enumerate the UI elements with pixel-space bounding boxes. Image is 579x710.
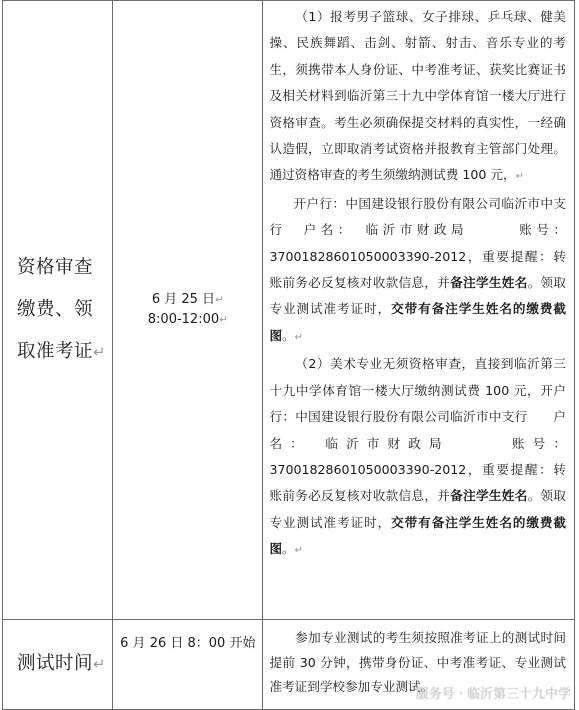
table-row — [3, 1, 575, 620]
stage-date: 6 月 25 日↵ — [151, 292, 224, 307]
bold-note: 交带有备注学生姓名的缴费截图 — [269, 514, 567, 557]
watermark: 服务号 · 临沂第三十九中学 — [415, 687, 571, 702]
stage-label-line: 取准考证↵ — [17, 340, 106, 362]
bold-note: 交带有备注学生姓名的缴费截图 — [269, 301, 567, 343]
stage-time-cell: 6 月 26 日 8：00 开始 — [113, 620, 263, 710]
requirement-paragraph: （1）报考男子篮球、女子排球、乒乓球、健美操、民族舞蹈、击剑、射箭、射击、音乐专业的考生，须携带本人身份证、中考准考证、获奖比赛证书及相关材料到临沂第三十九中学体育馆一楼大厅进行资格审查。考生必须确保提交材料的真实性，一经确认造假，立即取消考试资格并报教育主管部门处理。通过资格审查的考生须缴纳测试费 100 元，↵ — [269, 9, 566, 183]
art-requirement-paragraph: （2）美术专业无须资格审查，直接到临沂第三十九中学体育馆一楼大厅缴纳测试费 100 元，开户行：中国建设银行股份有限公司临沂市中支行 户名： 临沂市财政局 账号：37001828601050003390-2012，重要提醒：转账前务必反复核对收款信息，并备注学生姓名。领取专业测试准考证时，交带有备注学生姓名的缴费截图。↵ — [269, 356, 567, 557]
bold-note: 备注学生姓名 — [450, 488, 528, 504]
stage-hours: 8:00-12:00↵ — [147, 312, 228, 327]
stage-content-cell — [263, 1, 575, 620]
stage-label-cell — [3, 1, 113, 620]
schedule-table — [2, 0, 575, 710]
stage-label-line: 缴费、领 — [17, 298, 94, 320]
stage-time-cell — [113, 1, 263, 620]
test-notice-paragraph: 参加专业测试的考生须按照准考证上的测试时间提前 30 分钟，携带身份证、中考准考证、专业测试准考证到学校参加专业测试。 — [269, 630, 566, 694]
stage-label-line: 资格审查 — [17, 256, 94, 278]
bold-note: 备注学生姓名 — [450, 275, 528, 291]
stage-label-cell: 测试时间↵ — [3, 620, 113, 710]
bank-info-paragraph: 开户行：中国建设银行股份有限公司临沂市中支行 户名： 临沂市财政局 账号：37001828601050003390-2012，重要提醒：转账前务必反复核对收款信息，并备注学生姓名。领取专业测试准考证时，交带有备注学生姓名的缴费截图。↵ — [269, 195, 567, 343]
